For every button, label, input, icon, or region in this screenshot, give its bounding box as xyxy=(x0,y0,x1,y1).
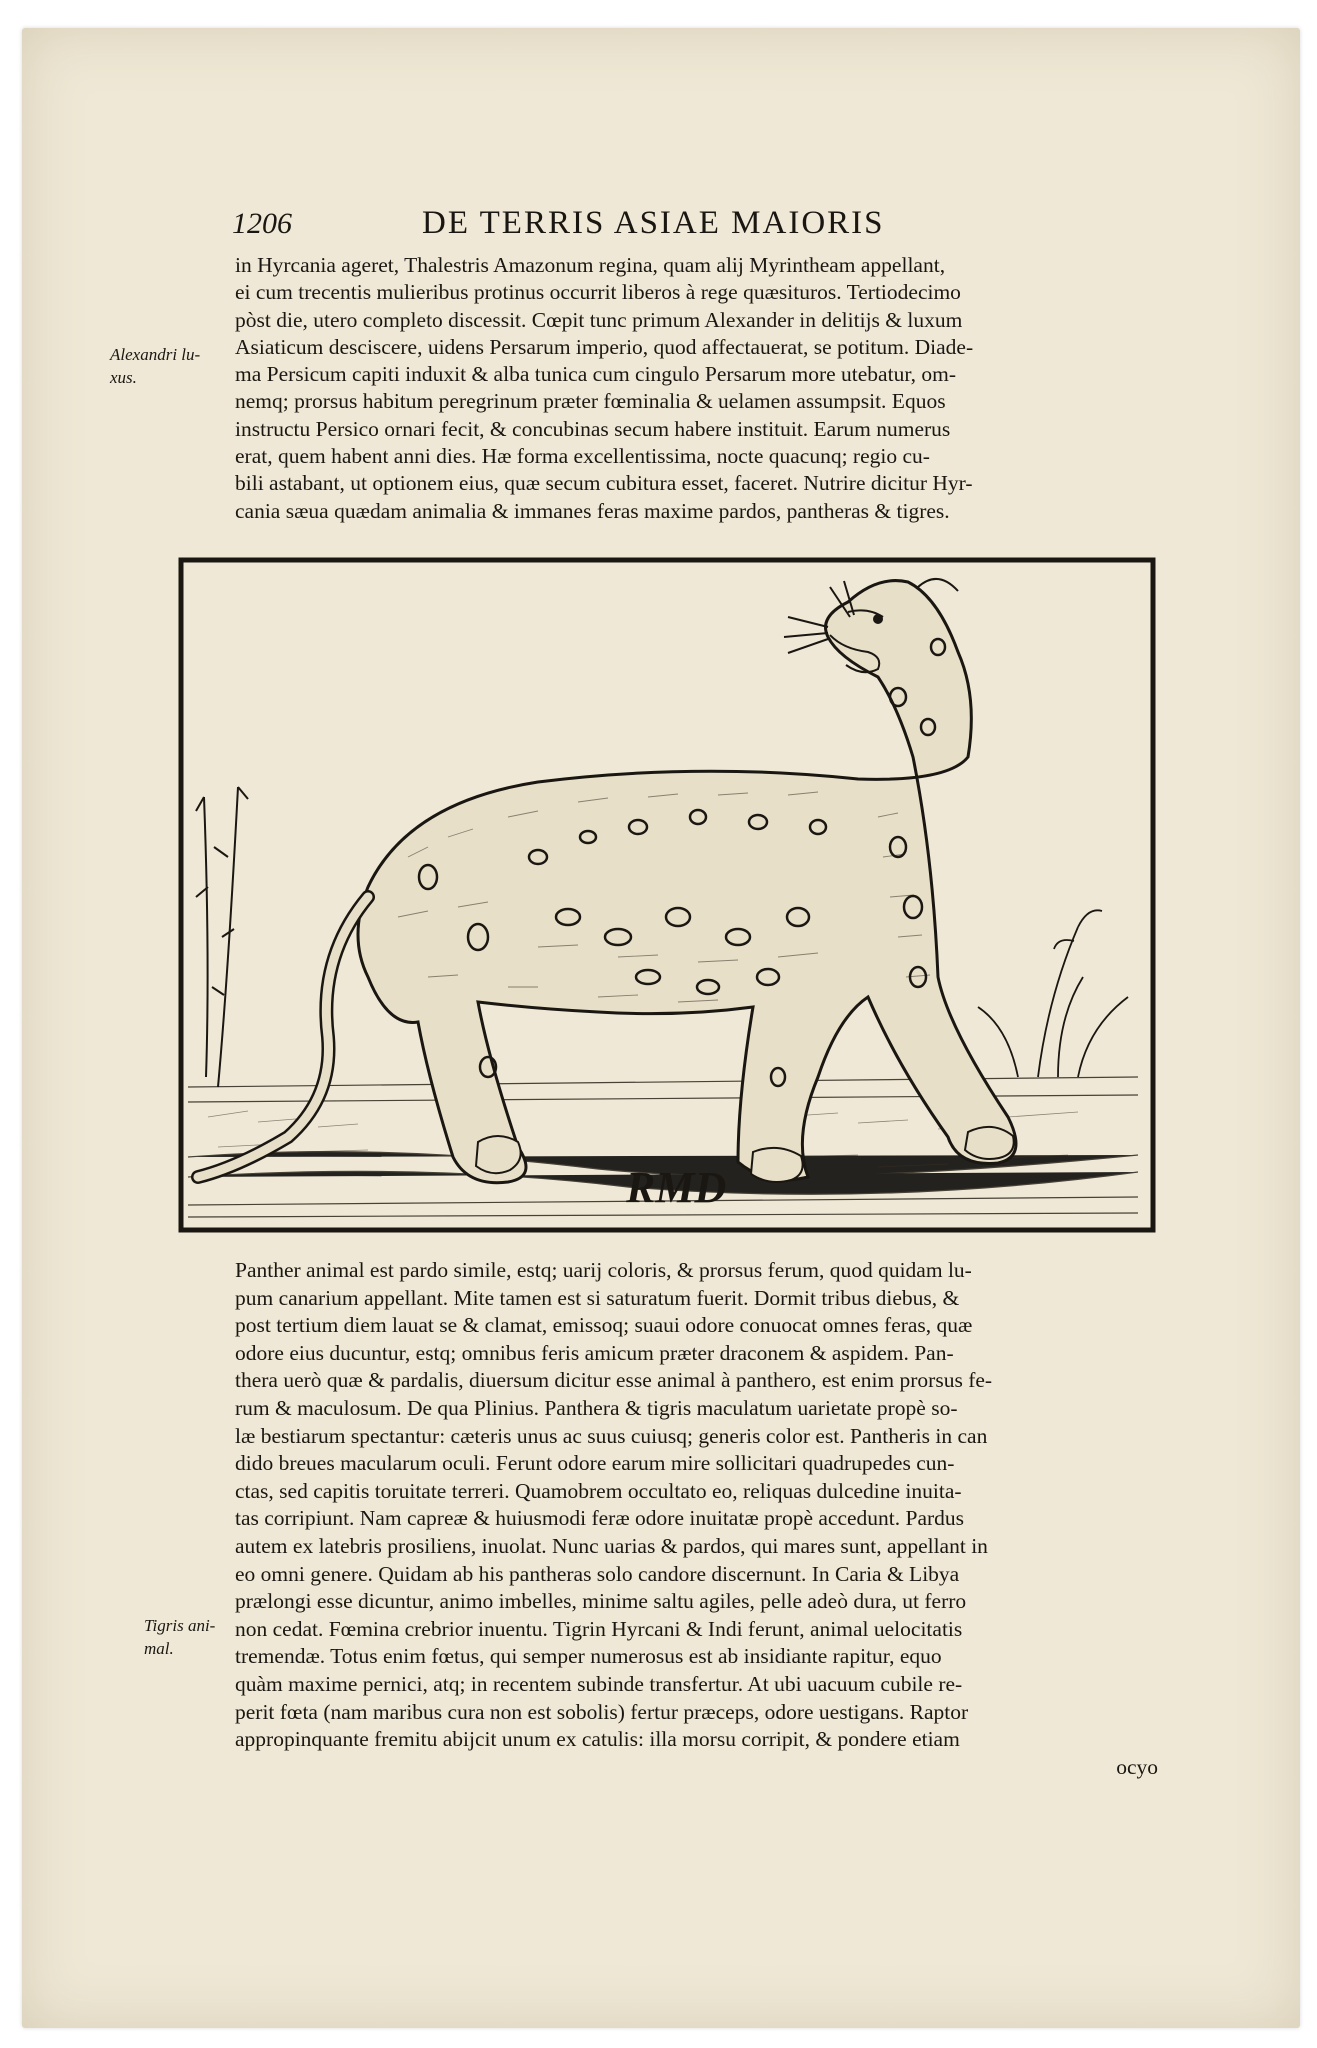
marginal-note-line: Tigris ani- xyxy=(144,1616,216,1635)
text-line: nemq; prorsus habitum peregrinum præter fœminalia & uelamen assumpsit. Equos xyxy=(235,389,946,414)
page-number: 1206 xyxy=(232,207,292,240)
text-line: tremendæ. Totus enim fœtus, qui semper numerosus est ab insidiante rapitur, equo xyxy=(235,1644,942,1669)
text-line: instructu Persico ornari fecit, & concubinas secum habere instituit. Earum numerus xyxy=(235,416,951,441)
text-line: odore eius ducuntur, estq; omnibus feris amicum præter draconem & aspidem. Pan- xyxy=(235,1340,954,1365)
text-line: appropinquante fremitu abijcit unum ex catulis: illa morsu corripit, & pondere etiam xyxy=(235,1727,960,1752)
text-line: ctas, sed capitis toruitate terreri. Quamobrem occultato eo, reliquas dulcedine inuita- xyxy=(235,1478,962,1503)
text-line: dido breues macularum oculi. Ferunt odore earum mire sollicitari quadrupedes cun- xyxy=(235,1451,955,1476)
bottom-paragraph xyxy=(235,1257,1170,1781)
text-line: post tertium diem lauat se & clamat, emissoq; suaui odore conuocat omnes feras, quæ xyxy=(235,1313,973,1338)
marginal-note-tigris xyxy=(144,1614,215,1660)
grass-right xyxy=(978,910,1128,1077)
text-line: læ bestiarum spectantur: cæteris unus ac suus cuiusq; generis color est. Pantheris in can xyxy=(235,1423,988,1448)
text-line: Asiaticum desciscere, uidens Persarum imperio, quod affectauerat, se potitum. Diade- xyxy=(235,334,974,359)
text-line: erat, quem habent anni dies. Hæ forma excellentissima, nocte quacunq; regio cu- xyxy=(235,444,930,469)
leopard-woodcut-illustration xyxy=(178,557,1156,1233)
text-line: non cedat. Fœmina crebrior inuentu. Tigrin Hyrcani & Indi ferunt, animal uelocitatis xyxy=(235,1616,963,1641)
text-line: autem ex latebris prosiliens, inuolat. Nunc uarias & pardos, qui mares sunt, appellant in xyxy=(235,1533,988,1558)
marginal-note-line: xus. xyxy=(110,368,137,387)
text-line: pòst die, utero completo discessit. Cœpit tunc primum Alexander in delitijs & luxum xyxy=(235,307,963,332)
text-line: tas corripiunt. Nam capreæ & huiusmodi feræ odore inuitatæ propè accedunt. Pardus xyxy=(235,1506,965,1531)
leopard-figure xyxy=(198,579,1016,1183)
leopard-woodcut-svg xyxy=(178,557,1156,1233)
text-line: ma Persicum capiti induxit & alba tunica cum cingulo Persarum more utebatur, om- xyxy=(235,362,956,387)
text-line: in Hyrcania ageret, Thalestris Amazonum regina, quam alij Myrintheam appellant, xyxy=(235,253,946,277)
text-line: ei cum trecentis mulieribus protinus occurrit liberos à rege quæsituros. Tertiodecimo xyxy=(235,280,961,305)
text-line: perit fœta (nam maribus cura non est sobolis) fertur præceps, odore uestigans. Raptor xyxy=(235,1699,969,1724)
text-line: Panther animal est pardo simile, estq; uarij coloris, & prorsus ferum, quod quidam lu- xyxy=(235,1258,972,1282)
text-line: bili astabant, ut optionem eius, quæ secum cubitura esset, faceret. Nutrire dicitur Hyr- xyxy=(235,471,973,496)
marginal-note-alexandri xyxy=(110,343,200,389)
catchword: ocyo xyxy=(1116,1754,1158,1779)
page-header xyxy=(232,205,1172,249)
running-head: DE TERRIS ASIAE MAIORIS xyxy=(422,205,885,241)
plant-left xyxy=(196,787,248,1087)
marginal-note-line: Alexandri lu- xyxy=(110,345,201,364)
text-line: cania sæua quædam animalia & immanes feras maxime pardos, pantheras & tigres. xyxy=(235,498,950,523)
text-line: prælongi esse dicuntur, animo imbelles, minime saltu agiles, pelle adeò dura, ut ferro xyxy=(235,1589,967,1614)
text-line: rum & maculosum. De qua Plinius. Panthera & tigris maculatum uarietate propè so- xyxy=(235,1395,958,1420)
marginal-note-line: mal. xyxy=(144,1639,174,1658)
text-line: eo omni genere. Quidam ab his pantheras solo candore discernunt. In Caria & Libya xyxy=(235,1561,960,1586)
text-line: thera uerò quæ & pardalis, diuersum dicitur esse animal à panthero, est enim prorsus fe- xyxy=(235,1368,993,1393)
monogram: RMD xyxy=(626,1163,727,1212)
text-line: pum canarium appellant. Mite tamen est si saturatum fuerit. Dormit tribus diebus, & xyxy=(235,1285,960,1310)
text-line: quàm maxime pernici, atq; in recentem subinde transfertur. At ubi uacuum cubile re- xyxy=(235,1671,963,1696)
top-paragraph xyxy=(235,252,1170,525)
